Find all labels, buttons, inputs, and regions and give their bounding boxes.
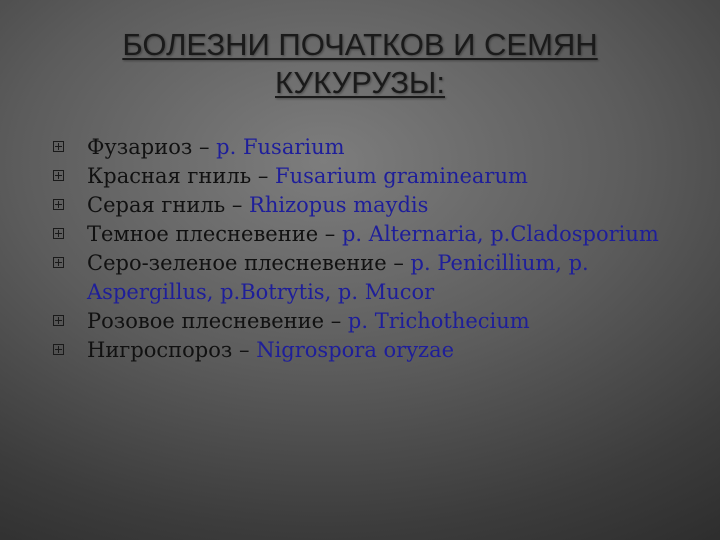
- plus-box-icon: [53, 170, 64, 181]
- disease-name: Нигроспороз –: [87, 338, 257, 362]
- list-item-red-rot: [53, 162, 693, 191]
- list-item-nigrosporosis: [53, 336, 693, 365]
- title-line-2: КУКУРУЗЫ:: [275, 65, 445, 100]
- plus-box-icon: [53, 257, 64, 268]
- pathogen-name: Nigrospora oryzae: [256, 338, 455, 362]
- plus-box-icon: [53, 315, 64, 326]
- pathogen-name: Rhizopus maydis: [249, 193, 429, 217]
- pathogen-name: р. Alternaria, р.Cladosporium: [341, 222, 659, 246]
- list-item-fusarium: [53, 133, 693, 162]
- disease-name: Серо-зеленое плесневение –: [87, 251, 411, 275]
- plus-box-icon: [53, 199, 64, 210]
- pathogen-name: Fusarium graminearum: [275, 164, 528, 188]
- list-item-gray-green-mold: [53, 249, 693, 307]
- disease-name: Фузариоз –: [87, 135, 217, 159]
- title-line-1: БОЛЕЗНИ ПОЧАТКОВ И СЕМЯН: [122, 27, 598, 62]
- list-item-pink-mold: [53, 307, 693, 336]
- plus-box-icon: [53, 228, 64, 239]
- list-item-gray-rot: [53, 191, 693, 220]
- pathogen-name: р. Trichothecium: [347, 309, 530, 333]
- list-item-dark-mold: [53, 220, 693, 249]
- pathogen-name: р. Fusarium: [216, 135, 345, 159]
- disease-name: Темное плесневение –: [87, 222, 342, 246]
- slide-title: [40, 26, 680, 102]
- disease-name: Красная гниль –: [87, 164, 276, 188]
- disease-name: Серая гниль –: [87, 193, 250, 217]
- disease-name: Розовое плесневение –: [87, 309, 348, 333]
- pathogen-name: р. Penicillium, р. Aspergillus, р.Botrytis, р. Mucor: [87, 251, 589, 304]
- disease-list: [53, 133, 693, 365]
- plus-box-icon: [53, 344, 64, 355]
- plus-box-icon: [53, 141, 64, 152]
